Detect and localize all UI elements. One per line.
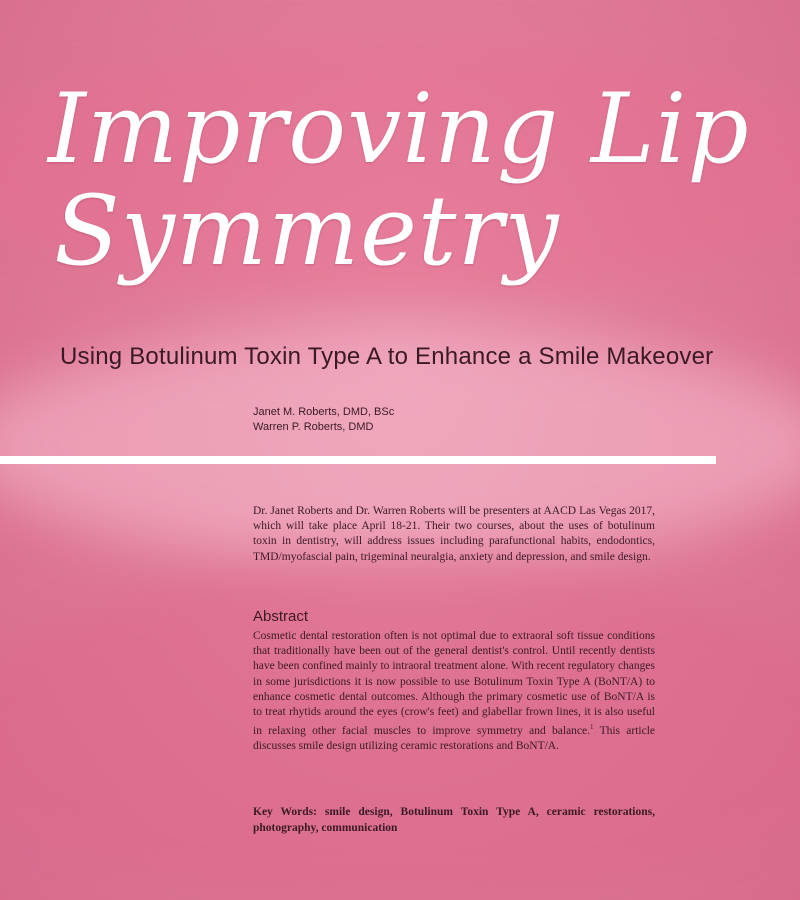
- abstract-heading: Abstract: [253, 608, 309, 625]
- author-1: Janet M. Roberts, DMD, BSc: [253, 406, 395, 418]
- article-subtitle: Using Botulinum Toxin Type A to Enhance a Smile Makeover: [60, 343, 714, 370]
- footnote-marker: 1: [590, 723, 594, 732]
- article-title: [48, 73, 768, 287]
- keywords-paragraph: Key Words: smile design, Botulinum Toxin Type A, ceramic restorations, photography, communication: [253, 806, 655, 834]
- divider-rule: [0, 456, 716, 464]
- author-2: Warren P. Roberts, DMD: [253, 421, 374, 433]
- title-line-1: Improving Lip: [48, 73, 750, 185]
- intro-paragraph: Dr. Janet Roberts and Dr. Warren Roberts will be presenters at AACD Las Vegas 2017, which will take place April 18-21. Their two courses, about the uses of botulinum toxin in dentistry, will address issues including parafunctional habits, endodontics, TMD/myofascial pain, trigeminal neuralgia, anxiety and depression, and smile design.: [253, 505, 655, 563]
- abstract-paragraph: [253, 629, 655, 754]
- title-line-2: Symmetry: [54, 175, 560, 287]
- author-list: [253, 405, 394, 435]
- abstract-text: Cosmetic dental restoration often is not optimal due to extraoral soft tissue conditions that traditionally have been out of the general dentist's control. Until recently dentists have been confined mainly to intraoral treatment alone. With recent regulatory changes in some jurisdictions it is now possible to use Botulinum Toxin Type A (BoNT/A) to enhance cosmetic dental outcomes. Although the primary cosmetic use of BoNT/A is to treat rhytids around the eyes (crow's feet) and glabellar frown lines, it is also useful in relaxing other facial muscles to improve symmetry and balance.: [253, 630, 655, 738]
- abstract-text-end: This article discusses smile design utilizing ceramic restorations and BoNT/A.: [253, 725, 655, 753]
